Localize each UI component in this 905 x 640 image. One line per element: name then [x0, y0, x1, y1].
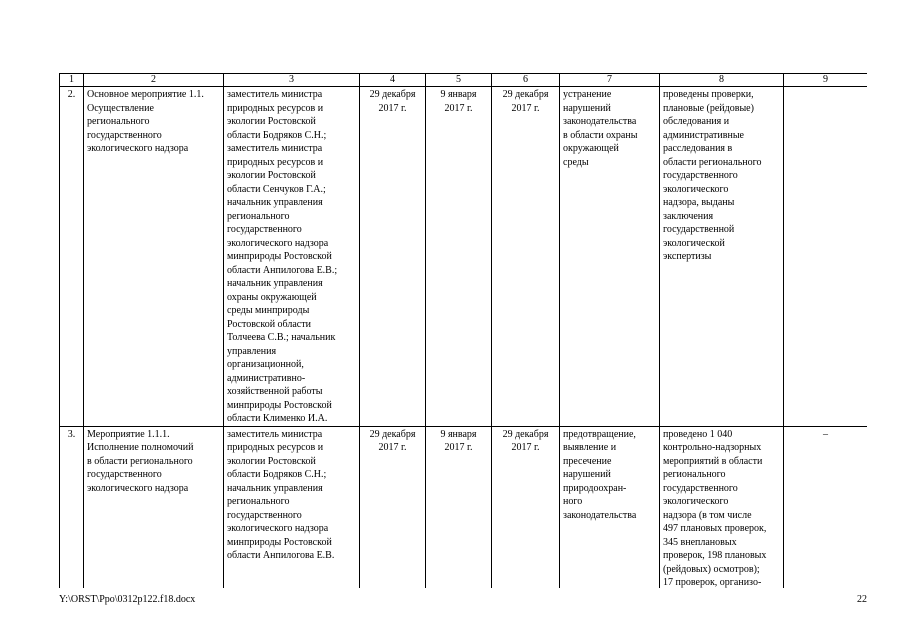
- expected-result-cell: устранение нарушений законодательства в области охраны окружающей среды: [560, 87, 660, 427]
- header-cell: 7: [560, 74, 660, 87]
- header-cell: 4: [360, 74, 426, 87]
- header-cell: 9: [784, 74, 868, 87]
- note-cell: –: [784, 426, 868, 588]
- date-end-cell: 29 декабря 2017 г.: [492, 426, 560, 588]
- header-cell: 3: [224, 74, 360, 87]
- header-cell: 5: [426, 74, 492, 87]
- date-plan-cell: 9 января 2017 г.: [426, 87, 492, 427]
- table-row: [60, 426, 868, 588]
- actual-result-cell: проведены проверки, плановые (рейдовые) обследования и административные расследования в области регионального государственного экологического надзора, выданы заключения государственной экологической экспертизы: [660, 87, 784, 427]
- page-number: 22: [857, 594, 867, 605]
- report-table: [59, 73, 867, 588]
- note-cell: [784, 87, 868, 427]
- responsible-cell: заместитель министра природных ресурсов и экологии Ростовской области Бодряков С.Н.; начальник управления регионального государственного экологического надзора минприроды Ростовской области Анпилогова Е.В.: [224, 426, 360, 588]
- header-cell: 1: [60, 74, 84, 87]
- header-row: [60, 74, 868, 87]
- date-start-cell: 29 декабря 2017 г.: [360, 426, 426, 588]
- date-end-cell: 29 декабря 2017 г.: [492, 87, 560, 427]
- table-row: [60, 87, 868, 427]
- header-cell: 6: [492, 74, 560, 87]
- expected-result-cell: предотвращение, выявление и пресечение нарушений природоохран- ного законодательства: [560, 426, 660, 588]
- row-number: 3.: [60, 426, 84, 588]
- footer-file-path: Y:\ORST\Ppo\0312p122.f18.docx: [59, 594, 196, 605]
- date-start-cell: 29 декабря 2017 г.: [360, 87, 426, 427]
- activity-cell: Основное мероприятие 1.1. Осуществление регионального государственного экологического надзора: [84, 87, 224, 427]
- document-table-container: [59, 73, 867, 588]
- actual-result-cell: проведено 1 040 контрольно-надзорных мероприятий в области регионального государственного экологического надзора (в том числе 497 плановых проверок, 345 внеплановых проверок, 198 плановых (рейдовых) осмотров); 17 проверок, организо-: [660, 426, 784, 588]
- row-number: 2.: [60, 87, 84, 427]
- activity-cell: Мероприятие 1.1.1. Исполнение полномочий в области регионального государственного экологического надзора: [84, 426, 224, 588]
- header-cell: 8: [660, 74, 784, 87]
- header-cell: 2: [84, 74, 224, 87]
- responsible-cell: заместитель министра природных ресурсов и экологии Ростовской области Бодряков С.Н.; заместитель министра природных ресурсов и экологии Ростовской области Сенчуков Г.А.; начальник управления регионального государственного экологического надзора минприроды Ростовской области Анпилогова Е.В.; начальник управления охраны окружающей среды минприроды Ростовской области Толчеева С.В.; начальник управления организационной, административно- хозяйственной работы минприроды Ростовской области Клименко И.А.: [224, 87, 360, 427]
- date-plan-cell: 9 января 2017 г.: [426, 426, 492, 588]
